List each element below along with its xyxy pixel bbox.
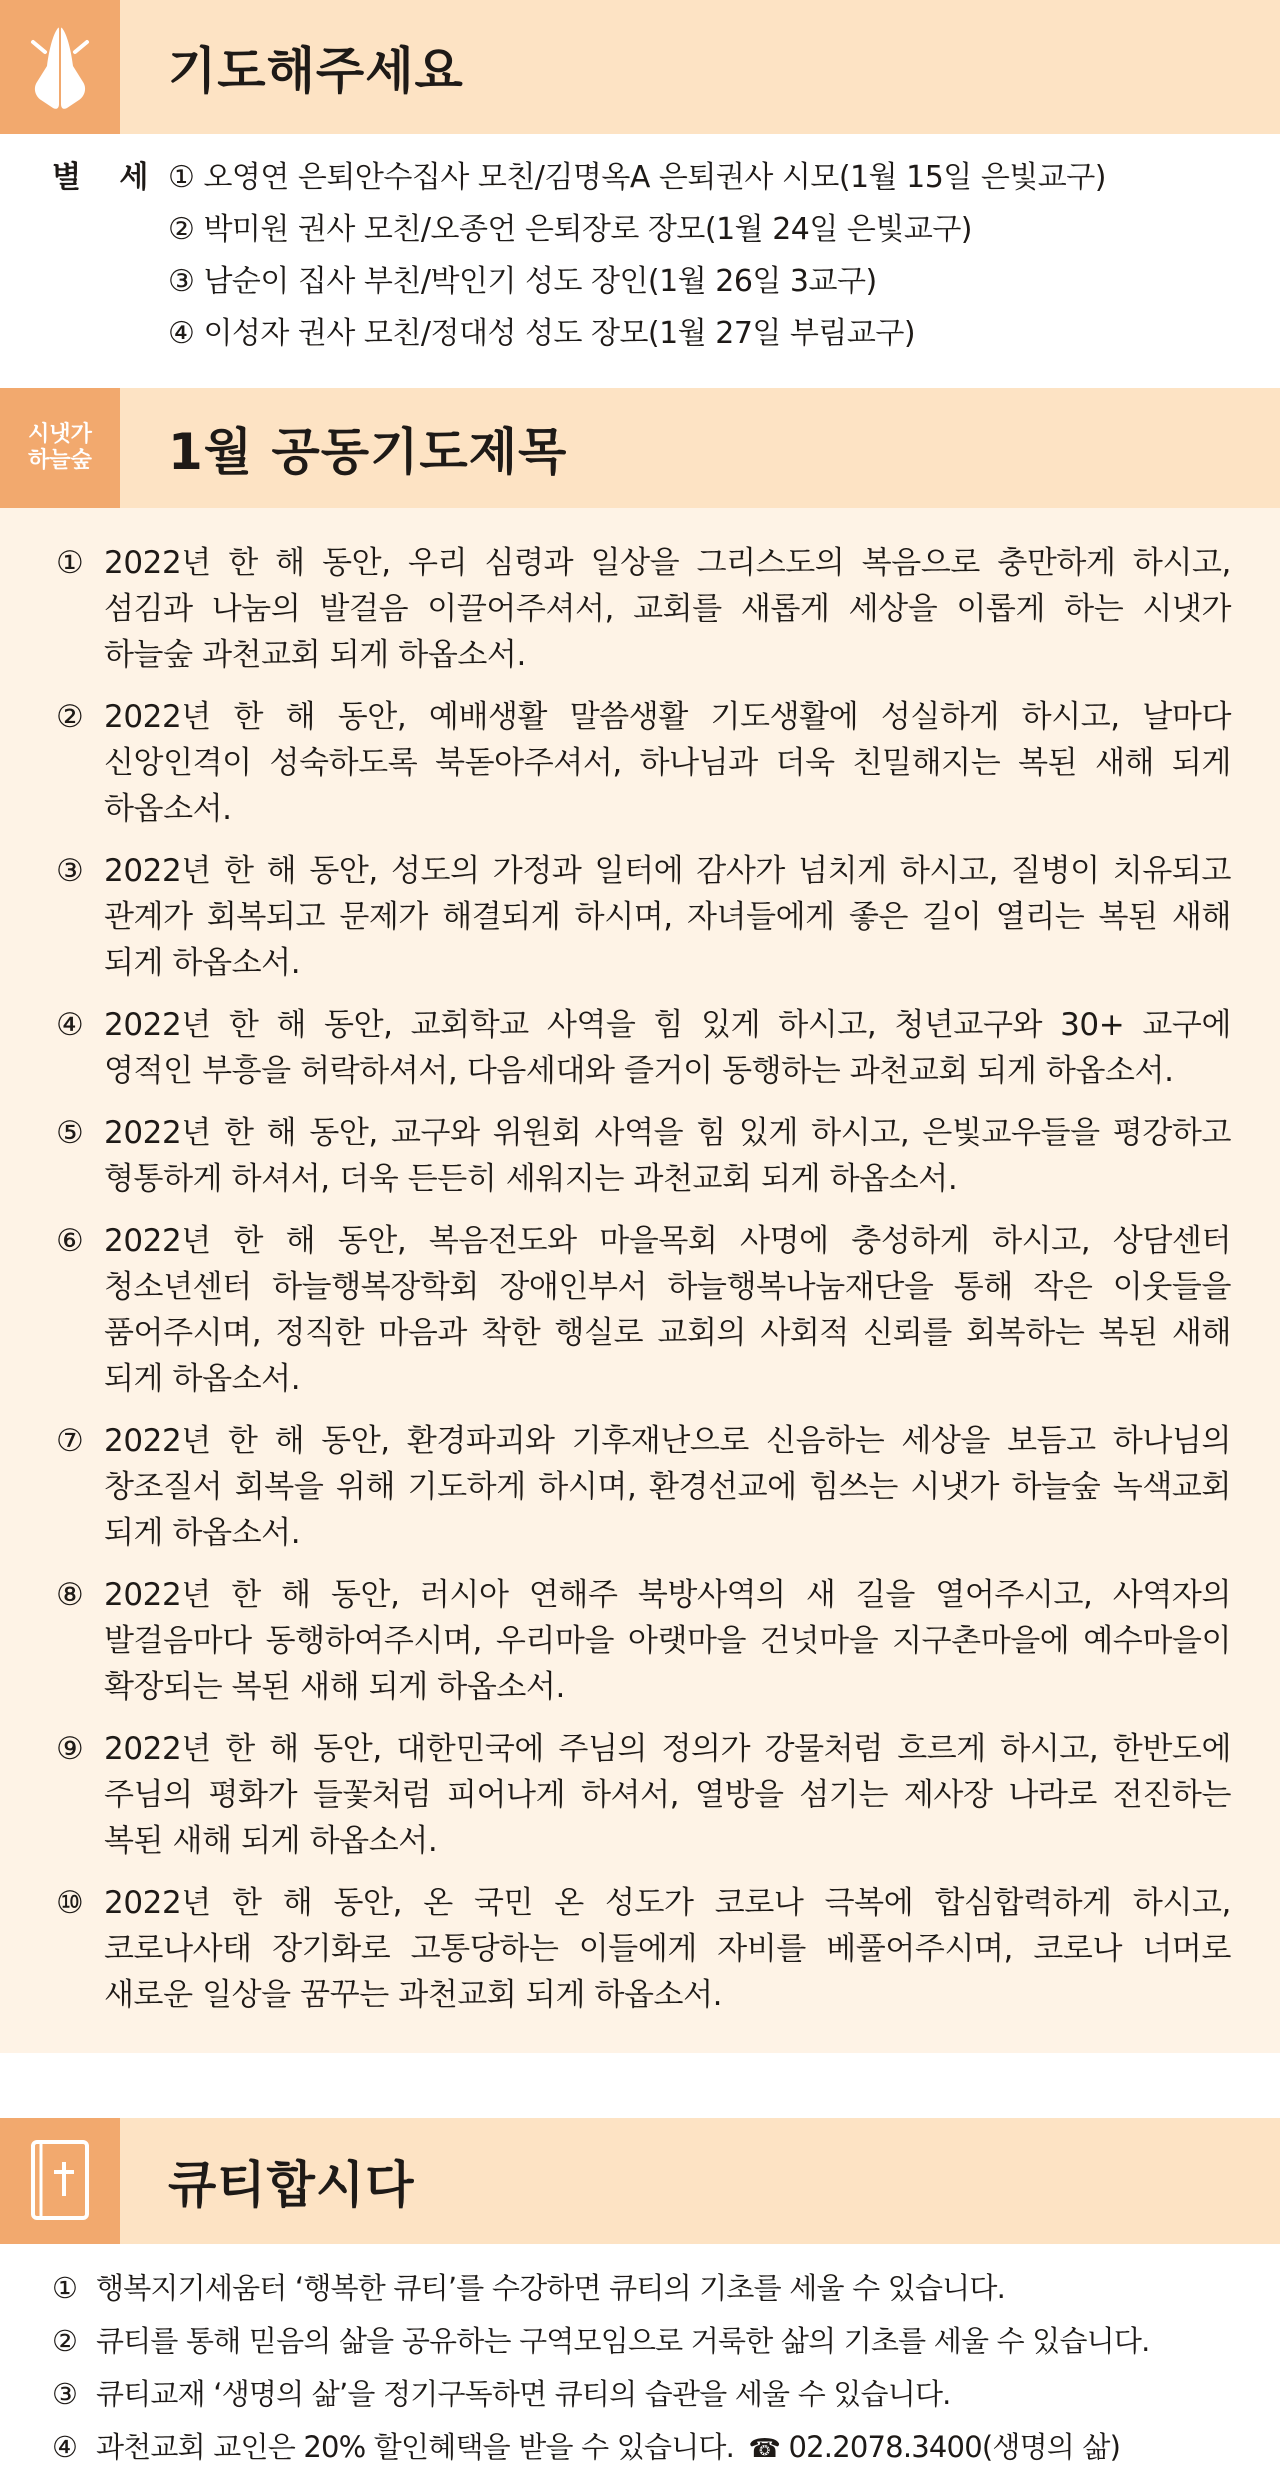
- item-number: ③: [52, 2377, 78, 2411]
- item-number: ⑨: [56, 1731, 84, 1767]
- list-item: [56, 1418, 1231, 1556]
- item-text: 박미원 권사 모친/오종언 은퇴장로 장모(1월 24일 은빛교구): [203, 212, 973, 247]
- list-item: [52, 2315, 1262, 2368]
- joint-prayer-header: [0, 388, 1280, 508]
- item-text: 이성자 권사 모친/정대성 성도 장모(1월 27일 부림교구): [203, 316, 916, 351]
- list-item: [168, 204, 1106, 256]
- bible-book-icon: [27, 2138, 93, 2224]
- list-item: [52, 2421, 1262, 2474]
- item-number: ④: [168, 316, 195, 351]
- item-text: 2022년 한 해 동안, 예배생활 말씀생활 기도생활에 성실하게 하시고, 날마다 신앙인격이 성숙하도록 북돋아주셔서, 하나님과 더욱 친밀해지는 복된 새해 되게 하옵소서.: [104, 699, 1231, 827]
- joint-prayer-panel: [0, 508, 1280, 2053]
- item-number: ④: [52, 2430, 78, 2464]
- brand-logo-icon: [0, 388, 120, 508]
- joint-prayer-list: [56, 540, 1231, 2034]
- list-item: [168, 256, 1106, 308]
- brand-mark-line1: 시냇가: [28, 422, 92, 447]
- item-number: ⑤: [56, 1115, 84, 1151]
- qt-header: [0, 2118, 1280, 2244]
- item-number: ⑦: [56, 1423, 84, 1459]
- list-item: [52, 2262, 1262, 2315]
- list-item: [56, 1218, 1231, 1402]
- praying-hands-icon: [25, 22, 95, 112]
- item-number: ⑧: [56, 1577, 84, 1613]
- qt-icon-box: [0, 2118, 120, 2244]
- item-number: ②: [168, 212, 195, 247]
- qt-title: 큐티합시다: [168, 2156, 415, 2214]
- item-number: ①: [52, 2271, 78, 2305]
- item-text: 큐티교재 ‘생명의 삶’을 정기구독하면 큐티의 습관을 세울 수 있습니다.: [96, 2377, 951, 2411]
- list-item: [52, 2368, 1262, 2421]
- list-item: [56, 540, 1231, 678]
- item-text: 오영연 은퇴안수집사 모친/김명옥A 은퇴권사 시모(1월 15일 은빛교구): [203, 160, 1106, 195]
- item-number: ④: [56, 1007, 84, 1043]
- item-text: 2022년 한 해 동안, 성도의 가정과 일터에 감사가 넘치게 하시고, 질병이 치유되고 관계가 회복되고 문제가 해결되게 하시며, 자녀들에게 좋은 길이 열리는 복된 새해 되게 하옵소서.: [104, 853, 1231, 981]
- brand-mark-line2: 하늘숲: [28, 448, 92, 473]
- item-text: 2022년 한 해 동안, 환경파괴와 기후재난으로 신음하는 세상을 보듬고 하나님의 창조질서 회복을 위해 기도하게 하시며, 환경선교에 힘쓰는 시냇가 하늘숲 녹색교회 되게 하옵소서.: [104, 1423, 1231, 1551]
- list-item: [56, 1572, 1231, 1710]
- item-text: 2022년 한 해 동안, 복음전도와 마을목회 사명에 충성하게 하시고, 상담센터 청소년센터 하늘행복장학회 장애인부서 하늘행복나눔재단을 통해 작은 이웃들을 품어주시며, 정직한 마음과 착한 행실로 교회의 사회적 신뢰를 회복하는 복된 새해 되게 하옵소서.: [104, 1223, 1231, 1397]
- item-number: ②: [52, 2324, 78, 2358]
- item-text: 2022년 한 해 동안, 우리 심령과 일상을 그리스도의 복음으로 충만하게 하시고, 섬김과 나눔의 발걸음 이끌어주셔서, 교회를 새롭게 세상을 이롭게 하는 시냇가 하늘숲 과천교회 되게 하옵소서.: [104, 545, 1231, 673]
- list-item: [56, 694, 1231, 832]
- item-text: 2022년 한 해 동안, 교구와 위원회 사역을 힘 있게 하시고, 은빛교우들을 평강하고 형통하게 하셔서, 더욱 든든히 세워지는 과천교회 되게 하옵소서.: [104, 1115, 1231, 1197]
- phone-number: 02.2078.3400(생명의 삶): [788, 2430, 1121, 2464]
- list-item: [56, 1110, 1231, 1202]
- list-item: [56, 848, 1231, 986]
- item-number: ②: [56, 699, 84, 735]
- item-number: ⑩: [56, 1885, 84, 1921]
- phone-icon: ☎: [748, 2434, 781, 2464]
- list-item: [168, 152, 1106, 204]
- item-text: 2022년 한 해 동안, 온 국민 온 성도가 코로나 극복에 합심합력하게 하시고, 코로나사태 장기화로 고통당하는 이들에게 자비를 베풀어주시며, 코로나 너머로 새로운 일상을 꿈꾸는 과천교회 되게 하옵소서.: [104, 1885, 1231, 2013]
- item-number: ①: [168, 160, 195, 195]
- joint-prayer-title: 1월 공동기도제목: [168, 423, 568, 481]
- item-number: ①: [56, 545, 84, 581]
- item-text: 행복지기세움터 ‘행복한 큐티’를 수강하면 큐티의 기초를 세울 수 있습니다.: [96, 2271, 1006, 2305]
- prayer-request-header: [0, 0, 1280, 134]
- list-item: [56, 1002, 1231, 1094]
- condolence-label: 별 세: [52, 160, 163, 195]
- item-number: ⑥: [56, 1223, 84, 1259]
- list-item: [168, 308, 1106, 360]
- item-text: 2022년 한 해 동안, 러시아 연해주 북방사역의 새 길을 열어주시고, 사역자의 발걸음마다 동행하여주시며, 우리마을 아랫마을 건넛마을 지구촌마을에 예수마을이 확장되는 복된 새해 되게 하옵소서.: [104, 1577, 1231, 1705]
- item-text: 큐티를 통해 믿음의 삶을 공유하는 구역모임으로 거룩한 삶의 기초를 세울 수 있습니다.: [96, 2324, 1150, 2358]
- list-item: [56, 1726, 1231, 1864]
- prayer-request-title: 기도해주세요: [168, 42, 464, 100]
- list-item: [56, 1880, 1231, 2018]
- qt-list: [52, 2262, 1262, 2474]
- prayer-request-icon-box: [0, 0, 120, 134]
- item-text: 과천교회 교인은 20% 할인혜택을 받을 수 있습니다.: [96, 2430, 735, 2464]
- condolence-list: [168, 152, 1106, 360]
- item-number: ③: [56, 853, 84, 889]
- item-number: ③: [168, 264, 195, 299]
- item-text: 2022년 한 해 동안, 대한민국에 주님의 정의가 강물처럼 흐르게 하시고, 한반도에 주님의 평화가 들꽃처럼 피어나게 하셔서, 열방을 섬기는 제사장 나라로 전진하는 복된 새해 되게 하옵소서.: [104, 1731, 1231, 1859]
- item-text: 2022년 한 해 동안, 교회학교 사역을 힘 있게 하시고, 청년교구와 30+ 교구에 영적인 부흥을 허락하셔서, 다음세대와 즐거이 동행하는 과천교회 되게 하옵소서.: [104, 1007, 1231, 1089]
- item-text: 남순이 집사 부친/박인기 성도 장인(1월 26일 3교구): [203, 264, 877, 299]
